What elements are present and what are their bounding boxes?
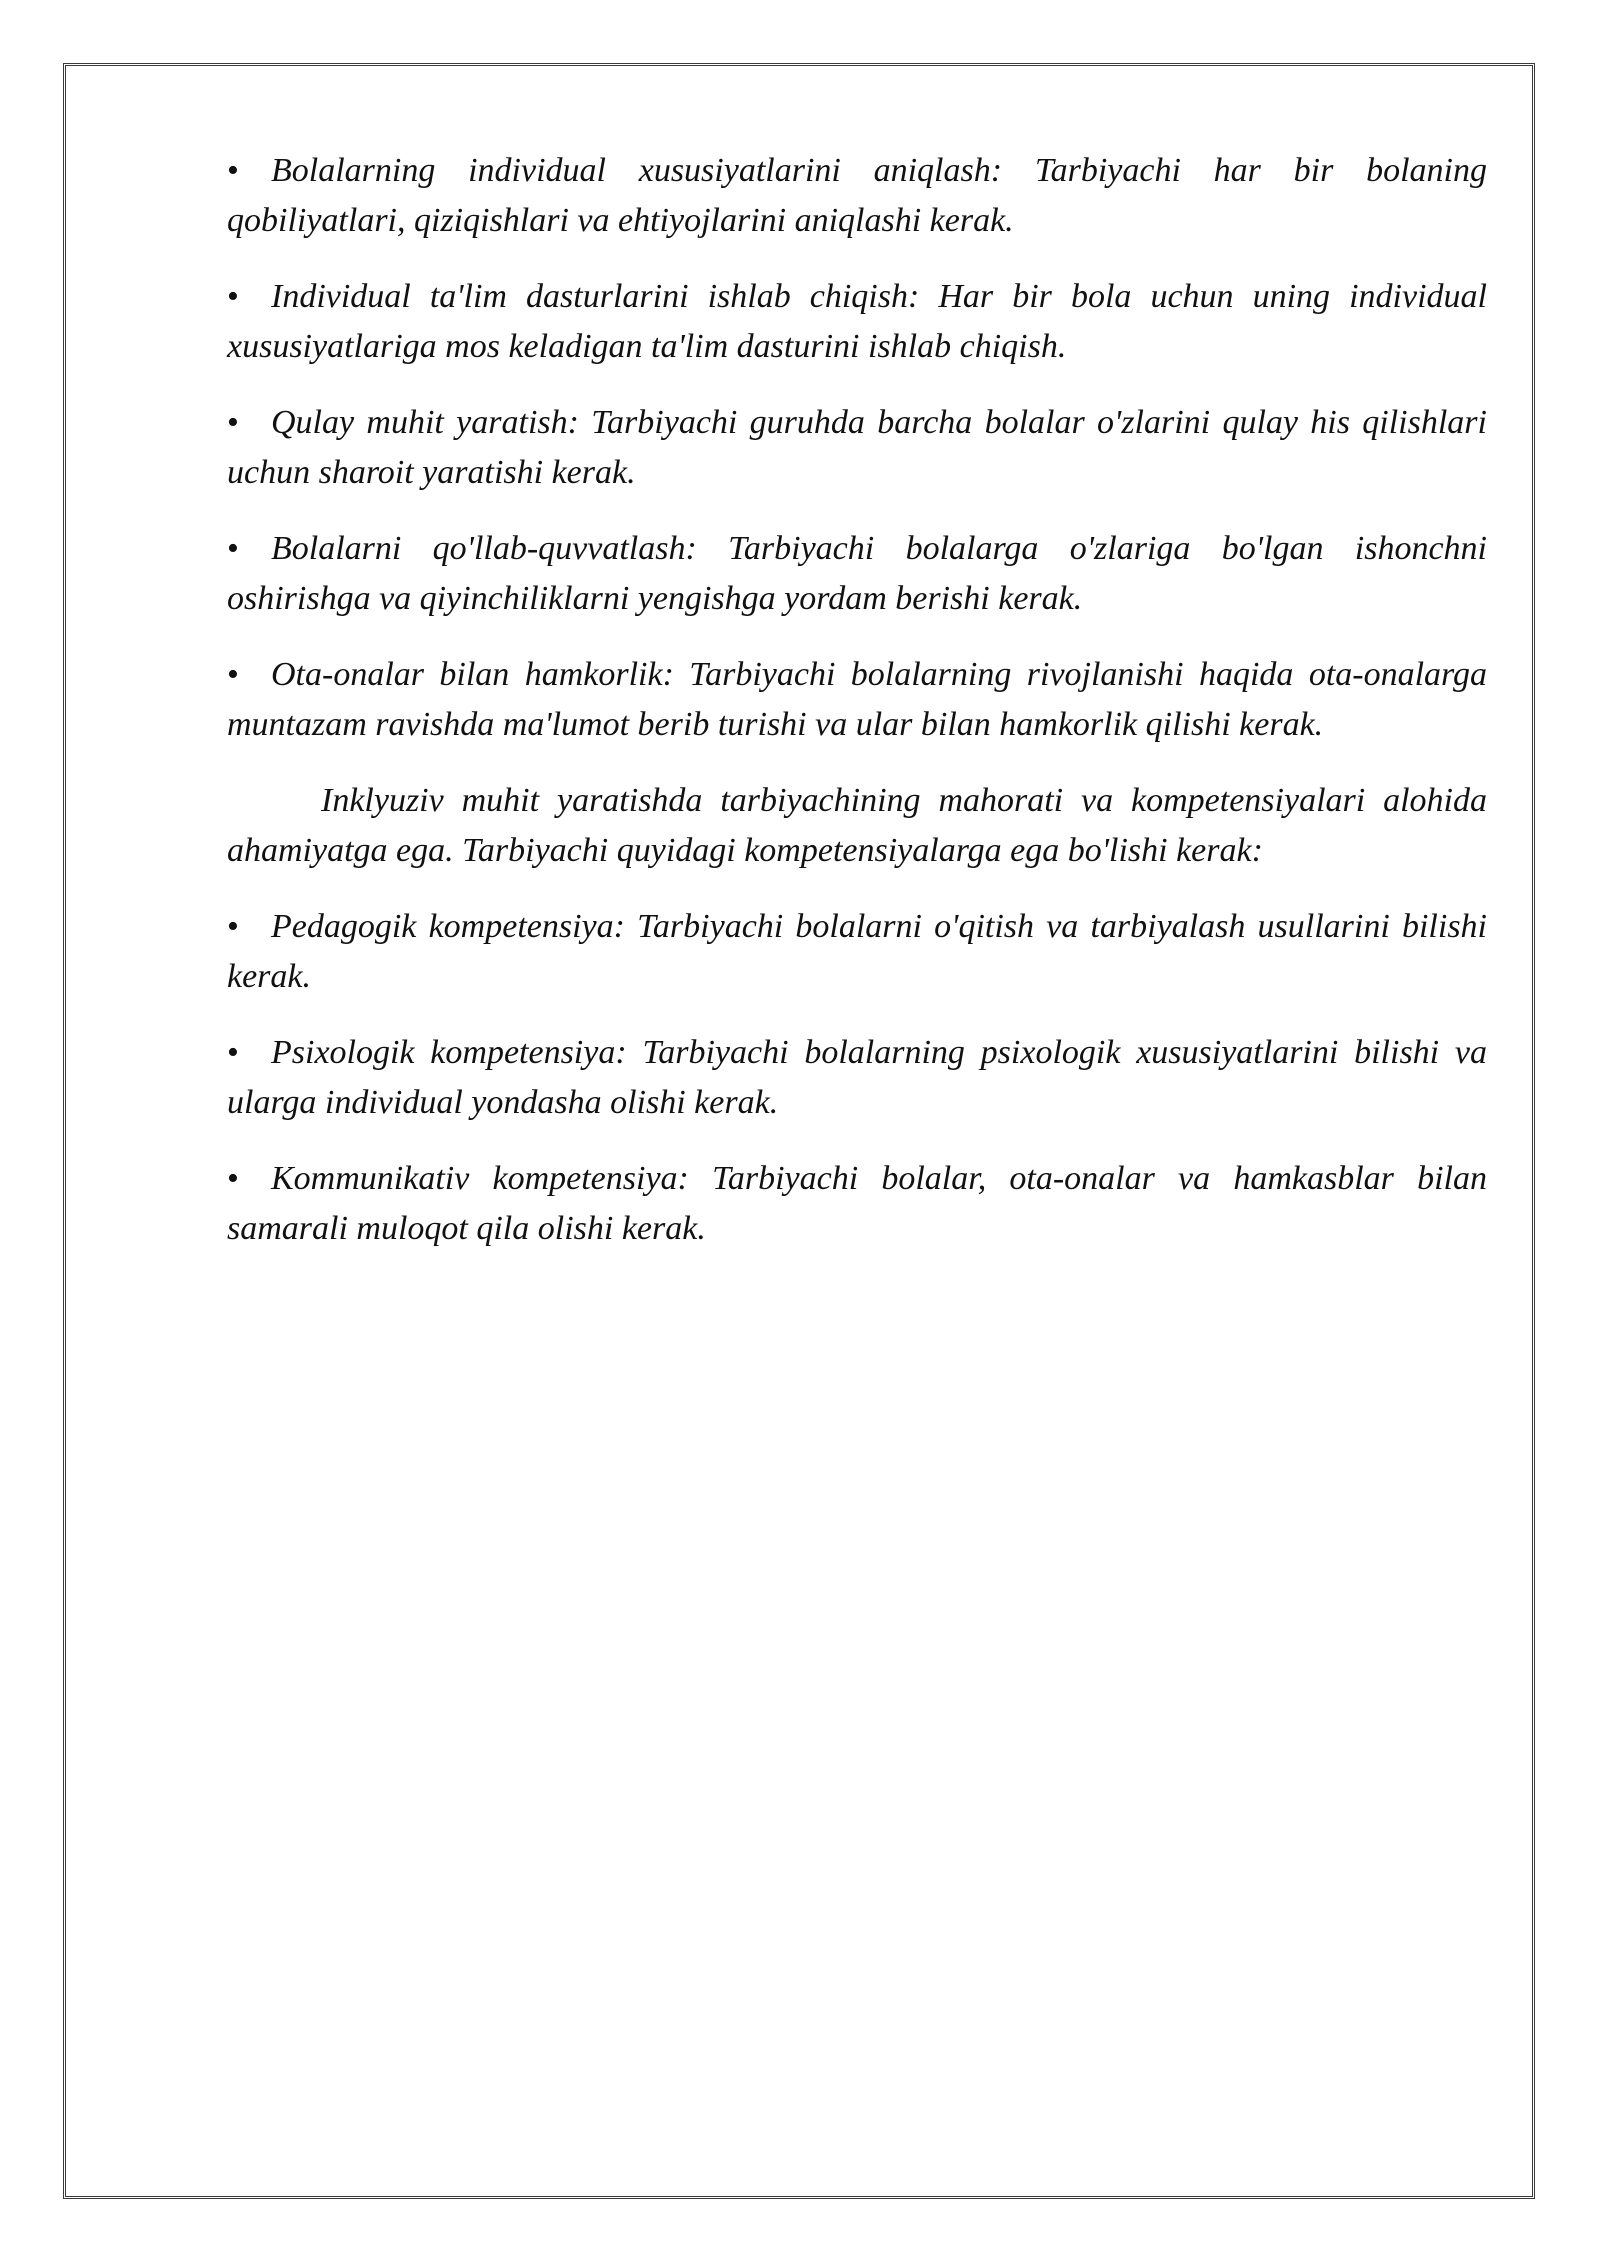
intro-paragraph: Inklyuziv muhit yaratishda tarbiyachining mahorati va kompetensiyalari alohida ahamiyatga ega. Tarbiyachi quyidagi kompetensiyalarga ega bo'lishi kerak: bbox=[227, 782, 1487, 869]
bullet-item bbox=[227, 272, 1487, 372]
bullet-item bbox=[227, 650, 1487, 750]
bullet-icon: • bbox=[227, 404, 239, 441]
document-body bbox=[227, 146, 1487, 1280]
bullet-text: Ota-onalar bilan hamkorlik: Tarbiyachi bolalarning rivojlanishi haqida ota-onalarga muntazam ravishda ma'lumot berib turishi va ular bilan hamkorlik qilishi kerak. bbox=[227, 656, 1487, 743]
bullet-item bbox=[227, 902, 1487, 1002]
bullet-item bbox=[227, 398, 1487, 498]
bullet-icon: • bbox=[227, 1160, 239, 1197]
bullet-text: Bolalarning individual xususiyatlarini aniqlash: Tarbiyachi har bir bolaning qobiliyatlari, qiziqishlari va ehtiyojlarini aniqlashi kerak. bbox=[227, 152, 1487, 239]
bullet-icon: • bbox=[227, 278, 239, 315]
bullet-item bbox=[227, 146, 1487, 246]
bullet-text: Bolalarni qo'llab-quvvatlash: Tarbiyachi bolalarga o'zlariga bo'lgan ishonchni oshirishga va qiyinchiliklarni yengishga yordam berishi kerak. bbox=[227, 530, 1487, 617]
bullet-text: Psixologik kompetensiya: Tarbiyachi bolalarning psixologik xususiyatlarini bilishi va ularga individual yondasha olishi kerak. bbox=[227, 1034, 1487, 1121]
bullet-icon: • bbox=[227, 656, 239, 693]
bullet-icon: • bbox=[227, 530, 239, 567]
bullet-icon: • bbox=[227, 908, 239, 945]
bullet-item bbox=[227, 524, 1487, 624]
bullet-item bbox=[227, 1028, 1487, 1128]
bullet-icon: • bbox=[227, 152, 239, 189]
bullet-text: Kommunikativ kompetensiya: Tarbiyachi bolalar, ota-onalar va hamkasblar bilan samarali muloqot qila olishi kerak. bbox=[227, 1160, 1487, 1247]
bullet-icon: • bbox=[227, 1034, 239, 1071]
bullet-item bbox=[227, 1154, 1487, 1254]
bullet-text: Individual ta'lim dasturlarini ishlab chiqish: Har bir bola uchun uning individual xususiyatlariga mos keladigan ta'lim dasturini ishlab chiqish. bbox=[227, 278, 1487, 365]
bullet-text: Qulay muhit yaratish: Tarbiyachi guruhda barcha bolalar o'zlarini qulay his qilishlari uchun sharoit yaratishi kerak. bbox=[227, 404, 1487, 491]
bullet-text: Pedagogik kompetensiya: Tarbiyachi bolalarni o'qitish va tarbiyalash usullarini bilishi kerak. bbox=[227, 908, 1487, 995]
